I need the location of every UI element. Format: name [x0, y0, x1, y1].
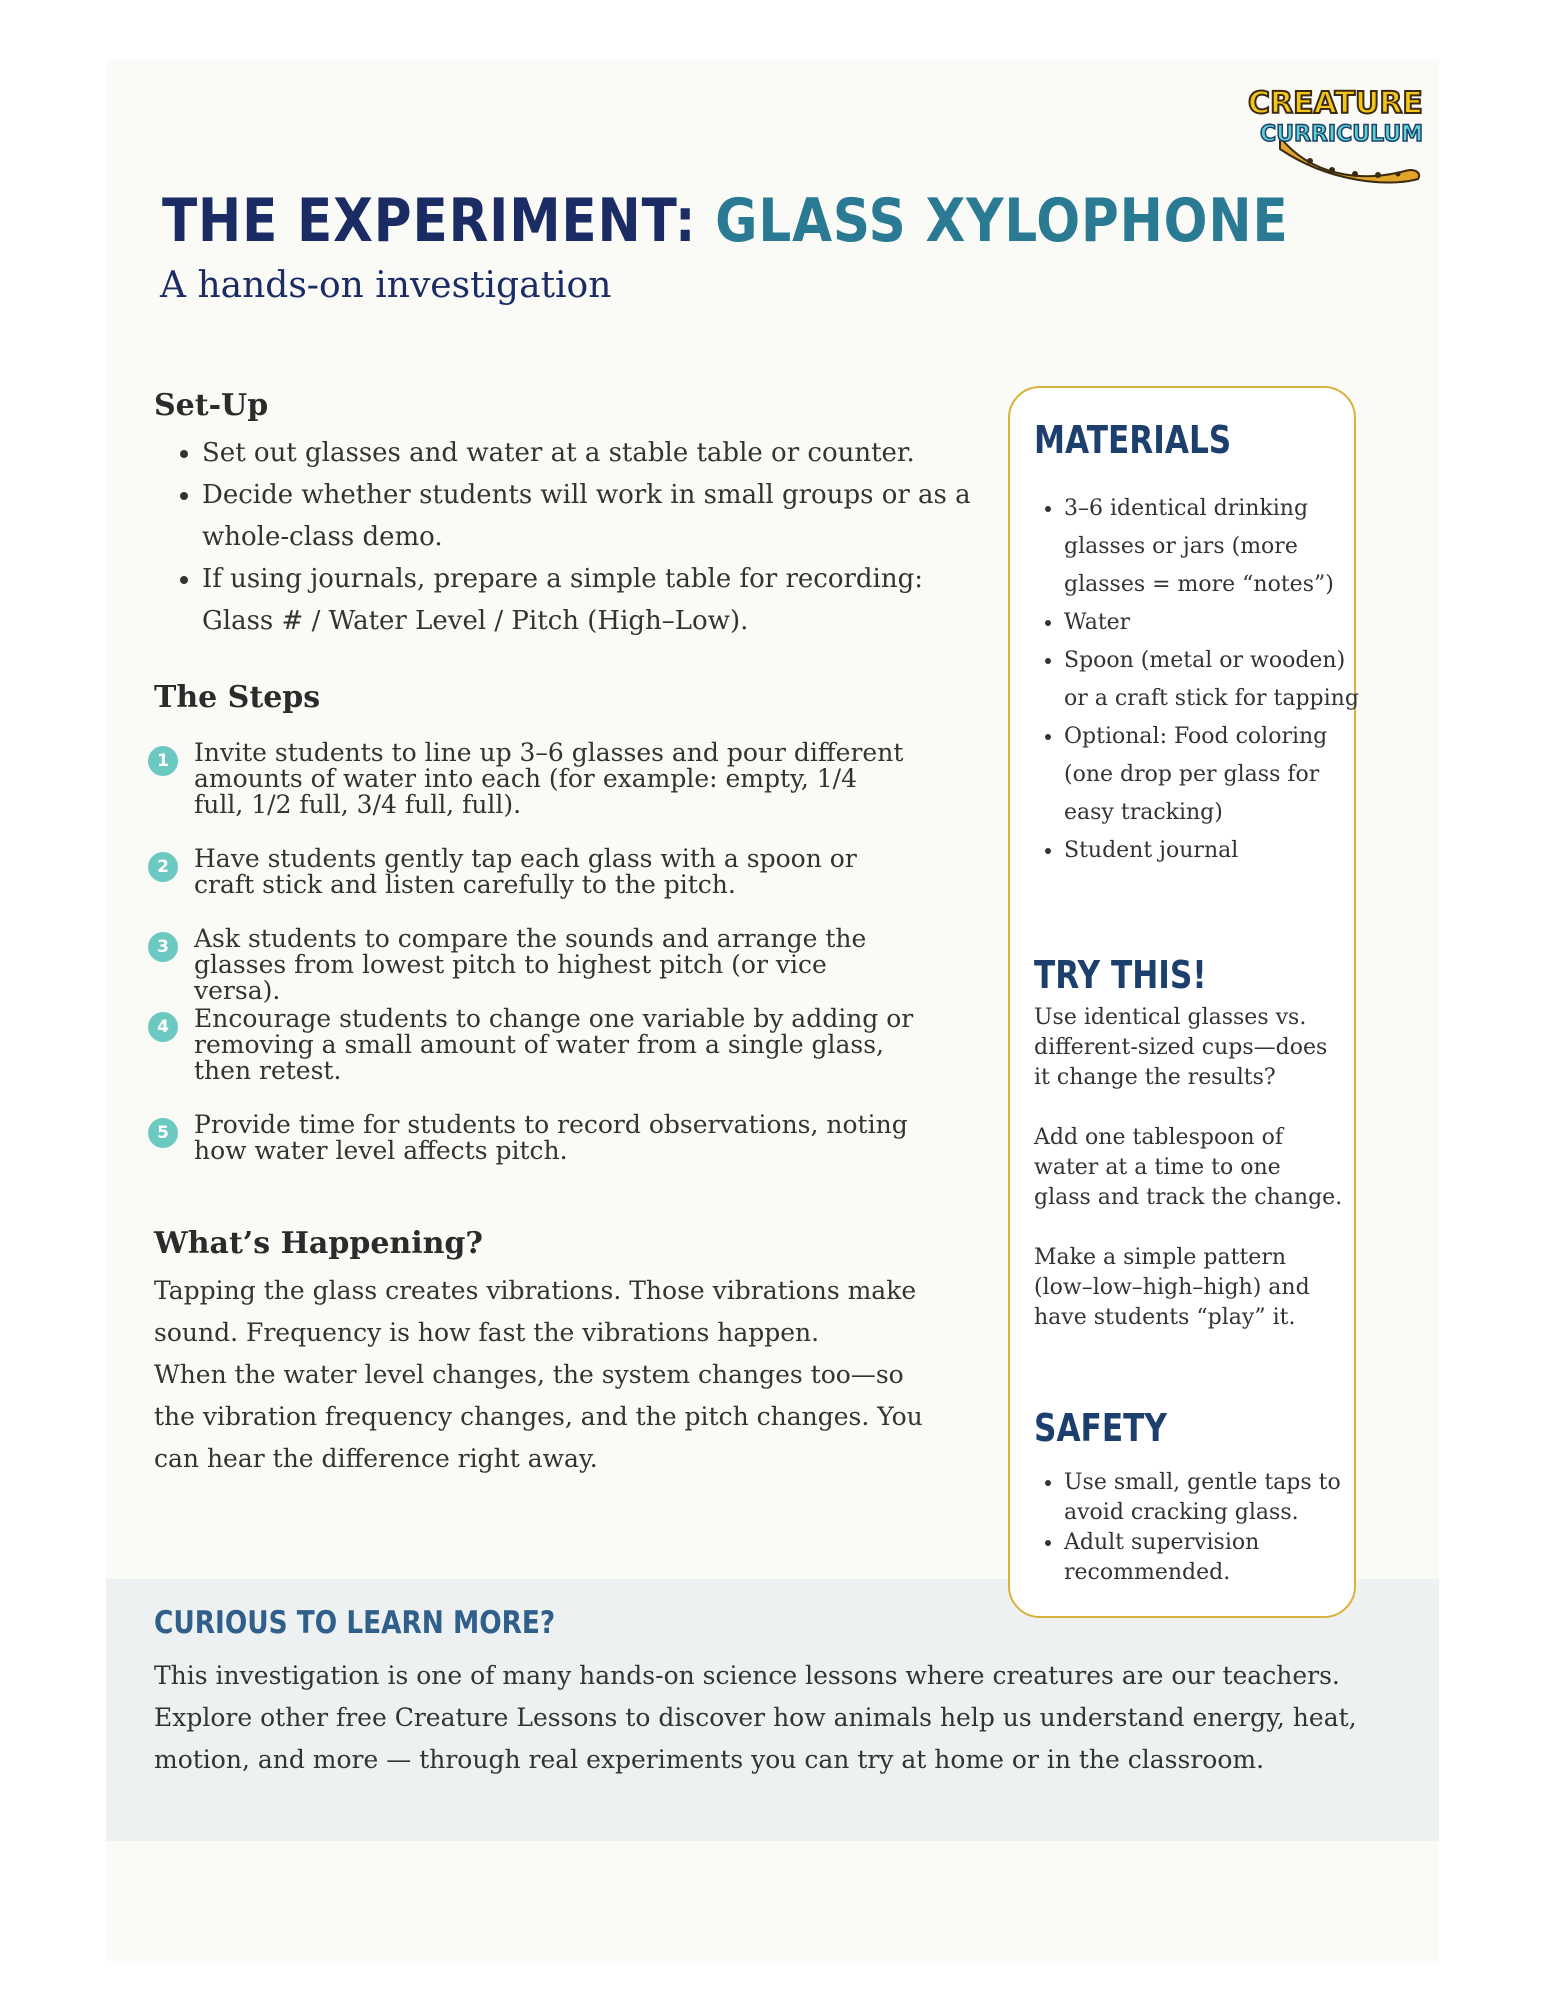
step-text: Invite students to line up 3–6 glasses and pour different amounts of water into each (for example: empty, 1/4 full, 1/2 full, 3/4 full, full). [194, 738, 904, 819]
safety-list [1034, 1468, 1364, 1588]
step-number-badge: 4 [148, 1012, 178, 1042]
step-text: Provide time for students to record observations, noting how water level affects pitch. [194, 1110, 908, 1165]
try-this-list [1034, 1003, 1344, 1363]
materials-item: • Water [1064, 604, 1364, 642]
happening-body [154, 1270, 934, 1480]
try-this-item: Make a simple pattern (low–low–high–high) and have students “play” it. [1034, 1245, 1310, 1330]
materials-item: • 3–6 identical drinking glasses or jars (more glasses = more “notes”) [1064, 490, 1364, 604]
page-subtitle: A hands-on investigation [160, 265, 612, 306]
setup-list [160, 432, 982, 642]
safety-heading: SAFETY [1034, 1406, 1167, 1450]
setup-item: • Set out glasses and water at a stable table or counter. [202, 432, 982, 474]
step-number-badge: 3 [148, 932, 178, 962]
logo-text-creature: CREATURE [1248, 86, 1423, 121]
materials-item: • Spoon (metal or wooden) or a craft stick for tapping [1064, 642, 1364, 718]
curious-banner [106, 1579, 1439, 1841]
materials-item: • Optional: Food coloring (one drop per glass for easy tracking) [1064, 718, 1364, 832]
page-title [162, 186, 1289, 256]
step-text: Encourage students to change one variable by adding or removing a small amount of water from a single glass, then retest. [194, 1004, 914, 1085]
curious-heading: CURIOUS TO LEARN MORE? [154, 1605, 556, 1641]
sidebar-panel [1008, 386, 1359, 1618]
step-number-badge: 2 [148, 852, 178, 882]
curious-body: This investigation is one of many hands-on science lessons where creatures are our teachers. Explore other free Creature Lessons to discover how animals help us understand energy, heat, motion, and more — through real experiments you can try at home or in the classroom. [154, 1661, 1357, 1774]
step-text: Ask students to compare the sounds and arrange the glasses from lowest pitch to highest pitch (or vice versa). [194, 924, 867, 1005]
happening-paragraph: Tapping the glass creates vibrations. Those vibrations make sound. Frequency is how fast the vibrations happen. [154, 1276, 917, 1347]
happening-paragraph: When the water level changes, the system changes too—so the vibration frequency changes, and the pitch changes. You can hear the difference right away. [154, 1360, 923, 1473]
setup-item: • If using journals, prepare a simple table for recording: Glass # / Water Level / Pitch (High–Low). [202, 558, 982, 642]
title-part-experiment: THE EXPERIMENT: [162, 186, 697, 256]
materials-list [1034, 490, 1364, 870]
setup-heading: Set-Up [154, 388, 269, 423]
step-number-badge: 5 [148, 1118, 178, 1148]
try-this-heading: TRY THIS! [1034, 953, 1207, 997]
creature-curriculum-logo [1240, 75, 1430, 185]
steps-heading: The Steps [154, 680, 321, 715]
materials-item: • Student journal [1064, 832, 1364, 870]
step-text: Have students gently tap each glass with a spoon or craft stick and listen carefully to the pitch. [194, 844, 857, 899]
setup-item: • Decide whether students will work in small groups or as a whole-class demo. [202, 474, 982, 558]
logo-text-curriculum: CURRICULUM [1260, 122, 1424, 147]
safety-item: • Use small, gentle taps to avoid cracking glass. [1064, 1468, 1364, 1528]
materials-heading: MATERIALS [1034, 418, 1232, 462]
happening-heading: What’s Happening? [154, 1226, 483, 1261]
try-this-item: Use identical glasses vs. different-sized cups—does it change the results? [1034, 1005, 1328, 1090]
try-this-item: Add one tablespoon of water at a time to one glass and track the change. [1034, 1125, 1343, 1210]
step-number-badge: 1 [148, 746, 178, 776]
title-part-glass-xylophone: GLASS XYLOPHONE [715, 186, 1289, 256]
safety-item: • Adult supervision recommended. [1064, 1528, 1364, 1588]
